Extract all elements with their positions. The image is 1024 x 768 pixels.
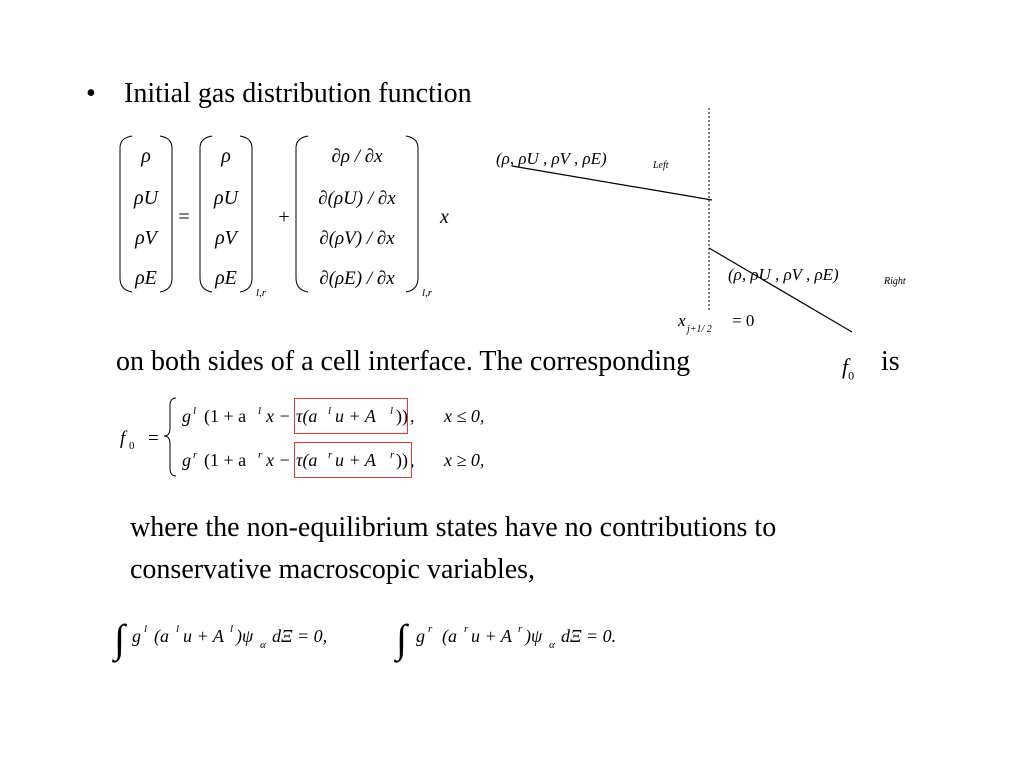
right-state: (ρ, ρU , ρV , ρE) bbox=[728, 265, 839, 284]
left-paren bbox=[200, 136, 212, 292]
rv-subscript: l,r bbox=[422, 287, 433, 299]
case1-x: x − bbox=[266, 406, 291, 426]
interface-value: = 0 bbox=[732, 311, 755, 330]
interface-symbol: x bbox=[678, 311, 686, 330]
bullet-text: Initial gas distribution function bbox=[124, 78, 472, 109]
interface-diagram bbox=[480, 100, 930, 340]
rv-3: ∂(ρE) / ∂x bbox=[319, 268, 395, 289]
integral-right-g-sup: r bbox=[428, 623, 433, 635]
integral-left-psi-sub: α bbox=[260, 639, 266, 651]
integral-left-close: )ψ bbox=[236, 626, 254, 646]
case1-uA: u + A bbox=[335, 406, 376, 426]
integral-right-A-sup: r bbox=[518, 623, 523, 635]
integral-left-a-sup: l bbox=[176, 623, 180, 635]
case2-close: )) bbox=[396, 450, 408, 470]
integral-equations bbox=[110, 606, 670, 666]
sentence-2-line2: conservative macroscopic variables, bbox=[130, 554, 536, 585]
case2-comma: , bbox=[410, 450, 415, 470]
f0-symbol bbox=[842, 354, 854, 383]
x-multiplier: x bbox=[440, 206, 449, 228]
case1-A-sup: l bbox=[390, 405, 394, 417]
case1-condition: x ≤ 0, bbox=[444, 406, 485, 426]
case2-x: x − bbox=[266, 450, 291, 470]
case1-comma: , bbox=[410, 406, 415, 426]
integral-right-body: (a bbox=[442, 626, 457, 646]
f0-subscript: 0 bbox=[848, 368, 855, 383]
integral-right-a-sup: r bbox=[464, 623, 469, 635]
rv-2: ∂(ρV) / ∂x bbox=[319, 228, 395, 249]
case1-close: )) bbox=[396, 406, 408, 426]
rv-1: ∂(ρU) / ∂x bbox=[318, 188, 396, 209]
right-paren bbox=[240, 136, 252, 292]
integral-left-body: (a bbox=[154, 626, 169, 646]
left-paren bbox=[120, 136, 132, 292]
case2-a-sup: r bbox=[258, 449, 263, 461]
integral-right-tail: dΞ = 0. bbox=[561, 626, 617, 646]
sentence-1-text: on both sides of a cell interface. The corresponding bbox=[116, 346, 691, 377]
case2-g: g bbox=[182, 450, 191, 470]
case2-tau-sup: r bbox=[328, 449, 333, 461]
mv-2: ρV bbox=[215, 227, 237, 249]
right-paren bbox=[160, 136, 172, 292]
integral-right-sign: ∫ bbox=[396, 616, 407, 661]
case2-tau: τ(a bbox=[296, 450, 318, 470]
case2-condition: x ≥ 0, bbox=[444, 450, 485, 470]
left-state: (ρ, ρU , ρV , ρE) bbox=[496, 149, 607, 168]
integral-left-g-sup: l bbox=[144, 623, 148, 635]
rv-0: ∂ρ / ∂x bbox=[331, 146, 383, 167]
lv-2: ρV bbox=[135, 227, 157, 249]
mv-1: ρU bbox=[213, 187, 239, 209]
integral-left-rest: u + A bbox=[183, 626, 224, 646]
f0-lhs: f bbox=[120, 428, 126, 449]
case1-a-sup: l bbox=[258, 405, 262, 417]
lv-1: ρU bbox=[133, 187, 159, 209]
case1-tau: τ(a bbox=[296, 406, 318, 426]
case1-g: g bbox=[182, 406, 191, 426]
matrix-equation bbox=[110, 128, 470, 308]
interface-subscript: j+1/ 2 bbox=[687, 324, 712, 335]
integral-right-close: )ψ bbox=[525, 626, 543, 646]
integral-right-psi-sub: α bbox=[549, 639, 555, 651]
case2-expr: (1 + a bbox=[204, 450, 247, 470]
left-paren bbox=[296, 136, 308, 292]
sentence-2-line1: where the non-equilibrium states have no contributions to bbox=[130, 512, 777, 543]
curly-brace bbox=[164, 398, 176, 476]
left-slope-line bbox=[512, 166, 712, 200]
highlight-box-case2 bbox=[294, 442, 412, 478]
integral-right-rest: u + A bbox=[471, 626, 512, 646]
highlight-box-case1 bbox=[294, 398, 408, 434]
bullet-marker: • bbox=[86, 78, 96, 109]
case1-tau-sup: l bbox=[328, 405, 332, 417]
f0-lhs-subscript: 0 bbox=[129, 440, 135, 452]
lv-0: ρ bbox=[141, 145, 151, 167]
integral-left-g: g bbox=[132, 626, 141, 646]
integral-left-tail: dΞ = 0, bbox=[272, 626, 328, 646]
lv-3: ρE bbox=[135, 267, 157, 289]
case2-g-sup: r bbox=[193, 449, 198, 461]
right-state-subscript: Right bbox=[884, 276, 906, 287]
case1-expr: (1 + a bbox=[204, 406, 247, 426]
integral-right-g: g bbox=[416, 626, 425, 646]
plus-sign: + bbox=[278, 206, 290, 228]
right-slope-line bbox=[709, 248, 852, 332]
mv-subscript: l,r bbox=[256, 287, 267, 299]
equals-sign: = bbox=[178, 206, 190, 228]
f0-f: f bbox=[842, 354, 849, 379]
mv-3: ρE bbox=[215, 267, 237, 289]
integral-left-sign: ∫ bbox=[114, 616, 125, 661]
case2-A-sup: r bbox=[390, 449, 395, 461]
left-state-subscript: Left bbox=[653, 160, 669, 171]
sentence-1-ending: is bbox=[881, 346, 900, 377]
case1-g-sup: l bbox=[193, 405, 197, 417]
f0-equals: = bbox=[148, 428, 159, 449]
mv-0: ρ bbox=[221, 145, 231, 167]
integral-left-A-sup: l bbox=[230, 623, 234, 635]
right-paren bbox=[406, 136, 418, 292]
case2-uA: u + A bbox=[335, 450, 376, 470]
